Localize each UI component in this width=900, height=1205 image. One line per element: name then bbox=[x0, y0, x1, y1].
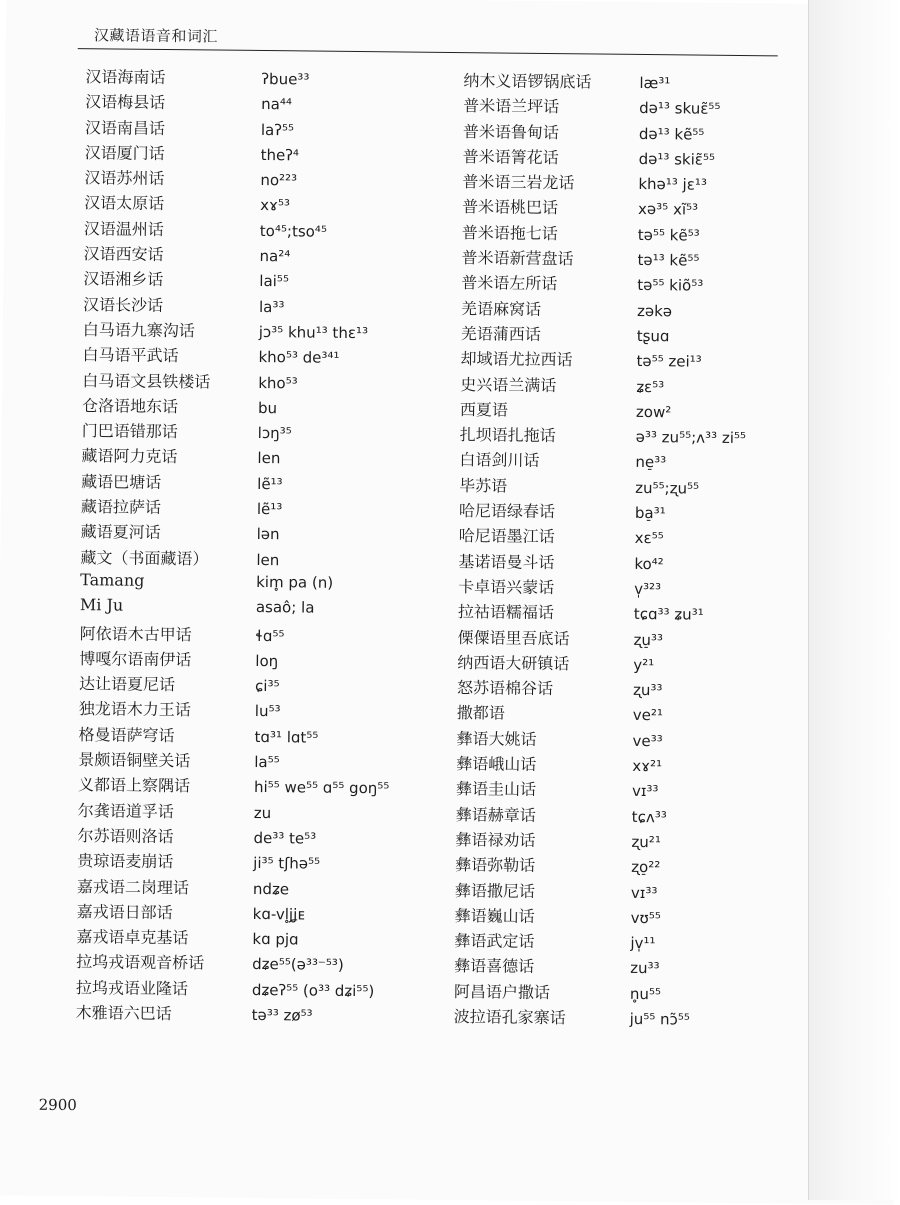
phonetic-form: tə¹³ kẽ⁵⁵ bbox=[637, 251, 700, 270]
entry-row bbox=[461, 270, 801, 299]
dialect-name: 汉语温州话 bbox=[83, 218, 164, 239]
entry-row bbox=[81, 494, 441, 523]
phonetic-form: zəkə bbox=[636, 301, 673, 320]
dialect-name: 史兴语兰满话 bbox=[460, 374, 557, 395]
phonetic-form: də¹³ skuɛ̃⁵⁵ bbox=[639, 99, 721, 119]
dialect-name: 羌语蒲西话 bbox=[460, 324, 541, 344]
entry-row bbox=[462, 220, 802, 249]
dialect-name: 普米语拖七话 bbox=[461, 222, 558, 243]
dialect-name: 汉语太原话 bbox=[84, 193, 165, 214]
phonetic-form: len bbox=[256, 550, 280, 569]
phonetic-form: asaô; la bbox=[255, 598, 315, 617]
dialect-name: 嘉戎语二岗理话 bbox=[76, 876, 190, 897]
dialect-name: 阿昌语户撒话 bbox=[453, 981, 551, 1002]
phonetic-form: loŋ bbox=[255, 651, 279, 671]
dialect-name: 普米语左所话 bbox=[461, 273, 558, 294]
entry-row bbox=[81, 444, 441, 473]
entry-row bbox=[85, 140, 445, 169]
phonetic-form: ko⁴² bbox=[634, 554, 664, 573]
phonetic-form: lu⁵³ bbox=[254, 702, 281, 721]
phonetic-form: na²⁴ bbox=[259, 247, 291, 266]
phonetic-form: tɕɑ³³ ʑu³¹ bbox=[633, 605, 704, 624]
dialect-name: 普米语三岩龙话 bbox=[462, 172, 575, 193]
dialect-name: 白语剑川话 bbox=[459, 450, 540, 471]
entry-row bbox=[457, 625, 797, 654]
entry-row bbox=[78, 747, 438, 776]
book-spine-edge bbox=[808, 0, 900, 1200]
phonetic-form: tʂuɑ bbox=[636, 326, 670, 346]
phonetic-form: vʊ⁵⁵ bbox=[630, 908, 661, 928]
entry-row bbox=[83, 267, 443, 296]
dialect-name: 纳木义语锣锅底话 bbox=[463, 71, 592, 92]
entry-row bbox=[459, 473, 799, 502]
dialect-name: 藏语夏河话 bbox=[80, 522, 161, 543]
dialect-name: 毕苏语 bbox=[459, 475, 508, 496]
entry-row bbox=[459, 498, 799, 527]
phonetic-form: xɛ⁵⁵ bbox=[634, 529, 664, 548]
entry-row bbox=[76, 949, 436, 978]
phonetic-form: zu⁵⁵;ʐu⁵⁵ bbox=[635, 478, 700, 498]
phonetic-form: no²²³ bbox=[260, 171, 298, 190]
dialect-name: 普米语鲁甸话 bbox=[462, 121, 560, 142]
dialect-name: 彝语大姚话 bbox=[456, 728, 537, 749]
phonetic-form: ʔbue³³ bbox=[261, 69, 310, 89]
entry-row bbox=[463, 119, 803, 148]
phonetic-form: ɬɑ⁵⁵ bbox=[255, 626, 285, 645]
phonetic-form: ə³³ zu⁵⁵;ʌ³³ zi⁵⁵ bbox=[635, 428, 747, 448]
dialect-name: 木雅语六巴话 bbox=[75, 1003, 172, 1024]
phonetic-form: kɑ-vl̥jʝᴇ bbox=[252, 904, 305, 924]
entry-row bbox=[81, 519, 441, 548]
entry-row bbox=[76, 924, 436, 953]
right-column bbox=[454, 68, 804, 1033]
phonetic-form: to⁴⁵;tso⁴⁵ bbox=[259, 221, 327, 241]
entry-row bbox=[78, 772, 438, 801]
entry-row bbox=[461, 321, 801, 350]
page-number: 2900 bbox=[38, 1095, 77, 1115]
dialect-name: 贵琼语麦崩话 bbox=[77, 851, 174, 872]
phonetic-form: jv̩¹¹ bbox=[630, 934, 656, 953]
running-header: 汉藏语语音和词汇 bbox=[93, 26, 218, 46]
dialect-name: 傈僳语里吾底话 bbox=[457, 627, 570, 648]
entry-row bbox=[455, 878, 795, 907]
dialect-name: 彝语喜德话 bbox=[454, 956, 535, 977]
phonetic-form: ʐu̠³³ bbox=[633, 630, 664, 649]
dialect-name: 彝语撒尼话 bbox=[454, 880, 536, 901]
entry-row bbox=[454, 928, 794, 957]
dialect-name: 羌语麻窝话 bbox=[460, 298, 542, 319]
entry-row bbox=[83, 317, 443, 346]
entry-row bbox=[455, 903, 795, 932]
dialect-name: 汉语梅县话 bbox=[85, 92, 166, 113]
entry-row bbox=[458, 549, 798, 578]
dialect-name: 普米语新营盘话 bbox=[461, 248, 574, 269]
entry-row bbox=[77, 823, 437, 852]
phonetic-form: laʔ⁵⁵ bbox=[260, 120, 295, 139]
entry-row bbox=[462, 195, 802, 224]
entry-row bbox=[457, 701, 797, 730]
entry-row bbox=[76, 1000, 436, 1029]
phonetic-form: y²¹ bbox=[633, 655, 655, 674]
phonetic-form: dʑeʔ⁵⁵ (o³³ dʑi⁵⁵) bbox=[251, 980, 375, 1000]
dialect-name: 格曼语萨穹话 bbox=[78, 724, 175, 745]
dialect-name: 普米语桃巴话 bbox=[462, 197, 559, 218]
entry-row bbox=[81, 469, 441, 498]
entry-row bbox=[463, 68, 803, 97]
phonetic-form: len bbox=[257, 449, 281, 468]
entry-row bbox=[78, 798, 438, 827]
dialect-name: Mi Ju bbox=[79, 595, 124, 615]
dialect-name: 彝语峨山话 bbox=[456, 754, 537, 774]
phonetic-form: la³³ bbox=[258, 297, 285, 316]
entry-row bbox=[85, 64, 445, 93]
phonetic-form: tɑ³¹ lɑt⁵⁵ bbox=[254, 727, 319, 747]
dialect-name: 尔龚语道孚话 bbox=[77, 800, 174, 821]
dialect-name: 普米语兰坪话 bbox=[463, 96, 560, 117]
entry-row bbox=[77, 848, 437, 877]
entry-row bbox=[457, 675, 797, 704]
dialect-name: 拉坞戎语观音桥话 bbox=[76, 952, 205, 973]
phonetic-form: lən bbox=[256, 525, 280, 544]
phonetic-form: ʐo̠²² bbox=[631, 858, 661, 877]
entry-row bbox=[85, 115, 445, 144]
dialect-name: 藏语巴塘话 bbox=[81, 471, 162, 492]
phonetic-form: v̩³²³ bbox=[634, 579, 662, 599]
dialect-name: 尔苏语则洛话 bbox=[77, 826, 174, 847]
phonetic-form: xɤ²¹ bbox=[632, 756, 663, 776]
entry-row bbox=[461, 245, 801, 274]
dialect-name: 嘉戎语日部话 bbox=[76, 901, 173, 922]
phonetic-form: ndʑe bbox=[252, 879, 290, 898]
dialect-name: 哈尼语墨江话 bbox=[458, 526, 555, 547]
phonetic-form: dʑe⁵⁵(ə³³⁻⁵³) bbox=[252, 955, 344, 975]
dialect-name: 藏语阿力克话 bbox=[81, 446, 178, 467]
dialect-name: 彝语武定话 bbox=[454, 931, 535, 951]
entry-row bbox=[83, 241, 443, 270]
dialect-name: 彝语禄劝话 bbox=[455, 829, 536, 850]
dialect-name: 撒都语 bbox=[456, 703, 505, 724]
entry-row bbox=[454, 953, 794, 982]
phonetic-form: ba̠³¹ bbox=[634, 503, 666, 523]
dialect-name: 却域语尤拉西话 bbox=[460, 349, 573, 370]
phonetic-form: lẽ¹³ bbox=[257, 474, 283, 493]
dialect-name: 汉语海南话 bbox=[85, 67, 166, 87]
phonetic-form: də¹³ skiɛ̃⁵⁵ bbox=[638, 149, 716, 169]
phonetic-form: kho⁵³ bbox=[258, 373, 298, 392]
entry-row bbox=[460, 372, 800, 401]
dialect-name: 仓洛语地东话 bbox=[81, 395, 179, 417]
phonetic-form: kɑ pjɑ bbox=[252, 930, 299, 949]
phonetic-form: vɪ³³ bbox=[630, 883, 658, 902]
dialect-name: Tamang bbox=[80, 570, 145, 590]
entry-row bbox=[461, 296, 801, 325]
entry-row bbox=[79, 697, 439, 726]
phonetic-form: də¹³ kẽ⁵⁵ bbox=[638, 124, 705, 144]
phonetic-form: ɕi³⁵ bbox=[254, 677, 280, 696]
dialect-name: 彝语巍山话 bbox=[454, 905, 535, 926]
entry-row bbox=[455, 827, 795, 856]
phonetic-form: kim̥ pa (n) bbox=[256, 572, 334, 592]
phonetic-form: tə⁵⁵ zei¹³ bbox=[636, 352, 702, 371]
entry-row bbox=[463, 93, 803, 122]
phonetic-form: ʑɛ⁵³ bbox=[636, 377, 665, 396]
phonetic-form: tə³³ zø⁵³ bbox=[251, 1005, 313, 1025]
phonetic-form: kho⁵³ de³⁴¹ bbox=[258, 348, 340, 368]
dialect-name: 博嘎尔语南伊话 bbox=[79, 648, 192, 670]
phonetic-form: ju⁵⁵ nɔ̃⁵⁵ bbox=[629, 1009, 690, 1029]
dialect-name: 独龙语木力王话 bbox=[78, 699, 191, 720]
phonetic-form: zow² bbox=[635, 402, 672, 422]
dialect-name: 藏语拉萨话 bbox=[80, 497, 162, 518]
phonetic-form: bu bbox=[257, 398, 278, 418]
entry-row bbox=[455, 852, 795, 881]
dialect-name: 白马语九寨沟话 bbox=[82, 320, 195, 341]
entry-row bbox=[456, 776, 796, 805]
phonetic-form: de³³ te⁵³ bbox=[253, 828, 317, 848]
phonetic-form: ʐu³³ bbox=[632, 681, 663, 700]
dialect-name: 嘉戎语卓克基话 bbox=[76, 927, 189, 948]
entry-row bbox=[82, 342, 442, 371]
phonetic-form: ne̠³³ bbox=[635, 453, 667, 472]
phonetic-form: jɔ³⁵ khu¹³ thɛ¹³ bbox=[258, 322, 369, 343]
dialect-name: 普米语箐花话 bbox=[462, 146, 559, 168]
entry-row bbox=[79, 646, 439, 675]
phonetic-form: ji³⁵ tʃhə⁵⁵ bbox=[253, 854, 321, 873]
dialect-name: 汉语厦门话 bbox=[84, 143, 165, 163]
entry-row bbox=[459, 523, 799, 552]
entry-row bbox=[80, 570, 440, 599]
entry-row bbox=[454, 1004, 794, 1033]
entry-row bbox=[456, 751, 796, 780]
phonetic-form: tə⁵⁵ kẽ⁵³ bbox=[637, 225, 700, 245]
entry-row bbox=[80, 595, 440, 624]
entry-row bbox=[82, 418, 442, 447]
entry-row bbox=[77, 899, 437, 928]
entry-row bbox=[79, 671, 439, 700]
entry-row bbox=[456, 802, 796, 831]
dialect-name: 纳西语大研镇话 bbox=[457, 652, 570, 674]
entry-row bbox=[84, 191, 444, 220]
entry-row bbox=[463, 144, 803, 173]
dialect-name: 哈尼语绿春话 bbox=[458, 501, 556, 522]
dialect-name: 彝语赫章话 bbox=[455, 804, 536, 825]
phonetic-form: xə³⁵ xĩ⁵³ bbox=[638, 200, 699, 220]
entry-row bbox=[460, 422, 800, 451]
entry-row bbox=[80, 545, 440, 574]
dialect-name: 汉语湘乡话 bbox=[83, 269, 164, 290]
dialect-name: 怒苏语棉谷话 bbox=[456, 678, 554, 699]
phonetic-form: n̥u⁵⁵ bbox=[629, 984, 662, 1003]
phonetic-form: na⁴⁴ bbox=[261, 95, 293, 114]
phonetic-form: zu bbox=[253, 803, 272, 822]
phonetic-form: ve²¹ bbox=[632, 706, 664, 725]
phonetic-form: khə¹³ jɛ¹³ bbox=[638, 175, 707, 194]
entry-row bbox=[79, 621, 439, 650]
phonetic-form: tə⁵⁵ kiõ⁵³ bbox=[637, 276, 704, 296]
entry-row bbox=[456, 726, 796, 755]
left-column bbox=[76, 64, 446, 1029]
phonetic-form: theʔ⁴ bbox=[260, 145, 300, 165]
entry-row bbox=[457, 650, 797, 679]
dialect-name: 汉语苏州话 bbox=[84, 168, 165, 189]
dialect-name: 白马语文县铁楼话 bbox=[82, 370, 211, 392]
dialect-name: 基诺语曼斗话 bbox=[458, 551, 555, 572]
dialect-name: 彝语圭山话 bbox=[455, 779, 537, 800]
phonetic-form: lẽ¹³ bbox=[256, 500, 283, 519]
phonetic-form: tɕʌ³³ bbox=[631, 807, 667, 826]
phonetic-form: xɤ⁵³ bbox=[260, 196, 291, 215]
dialect-name: 阿依语木古甲话 bbox=[79, 623, 192, 644]
entry-row bbox=[458, 599, 798, 628]
phonetic-form: læ³¹ bbox=[639, 73, 671, 93]
phonetic-form: vɪ³³ bbox=[631, 782, 659, 801]
phonetic-form: zu³³ bbox=[630, 959, 660, 978]
phonetic-form: lɔŋ³⁵ bbox=[257, 424, 292, 443]
entry-row bbox=[77, 874, 437, 903]
phonetic-form: ve³³ bbox=[632, 731, 663, 750]
entry-row bbox=[459, 448, 799, 477]
dialect-name: 扎坝语扎拖话 bbox=[459, 425, 556, 446]
phonetic-form: hi⁵⁵ we⁵⁵ ɑ⁵⁵ goŋ⁵⁵ bbox=[253, 778, 390, 798]
entry-row bbox=[82, 393, 442, 422]
dialect-name: 拉坞戎语业隆话 bbox=[75, 977, 189, 998]
phonetic-form: lai⁵⁵ bbox=[259, 272, 289, 291]
dialect-name: 景颇语铜壁关话 bbox=[78, 750, 191, 771]
dialect-name: 卡卓语兴蒙话 bbox=[458, 577, 555, 598]
phonetic-form: la⁵⁵ bbox=[254, 752, 280, 772]
dialect-name: 汉语西安话 bbox=[83, 244, 164, 265]
dialect-name: 拉祜语糯福话 bbox=[457, 602, 554, 623]
dialect-name: 门巴语错那话 bbox=[81, 421, 178, 442]
dialect-name: 汉语南昌话 bbox=[84, 117, 166, 138]
entry-row bbox=[82, 368, 442, 397]
dialect-name: 白马语平武话 bbox=[82, 345, 179, 366]
dialect-name: 义都语上察隅话 bbox=[77, 775, 191, 796]
entry-row bbox=[76, 975, 436, 1004]
dialect-name: 彝语弥勒话 bbox=[455, 855, 536, 876]
dialect-name: 汉语长沙话 bbox=[82, 294, 164, 315]
entry-row bbox=[83, 292, 443, 321]
entry-row bbox=[85, 89, 445, 118]
dialect-name: 西夏语 bbox=[459, 399, 509, 420]
entry-row bbox=[84, 216, 444, 245]
entry-row bbox=[462, 169, 802, 198]
entry-row bbox=[84, 165, 444, 194]
entry-row bbox=[460, 397, 800, 426]
entry-row bbox=[454, 979, 794, 1008]
entry-row bbox=[458, 574, 798, 603]
dialect-name: 达让语夏尼话 bbox=[79, 674, 176, 695]
dialect-name: 波拉语孔家寨话 bbox=[453, 1007, 566, 1028]
entry-row bbox=[78, 722, 438, 751]
phonetic-form: ʐu²¹ bbox=[631, 832, 661, 852]
dialect-name: 藏文（书面藏语） bbox=[80, 547, 209, 569]
entry-row bbox=[460, 346, 800, 375]
